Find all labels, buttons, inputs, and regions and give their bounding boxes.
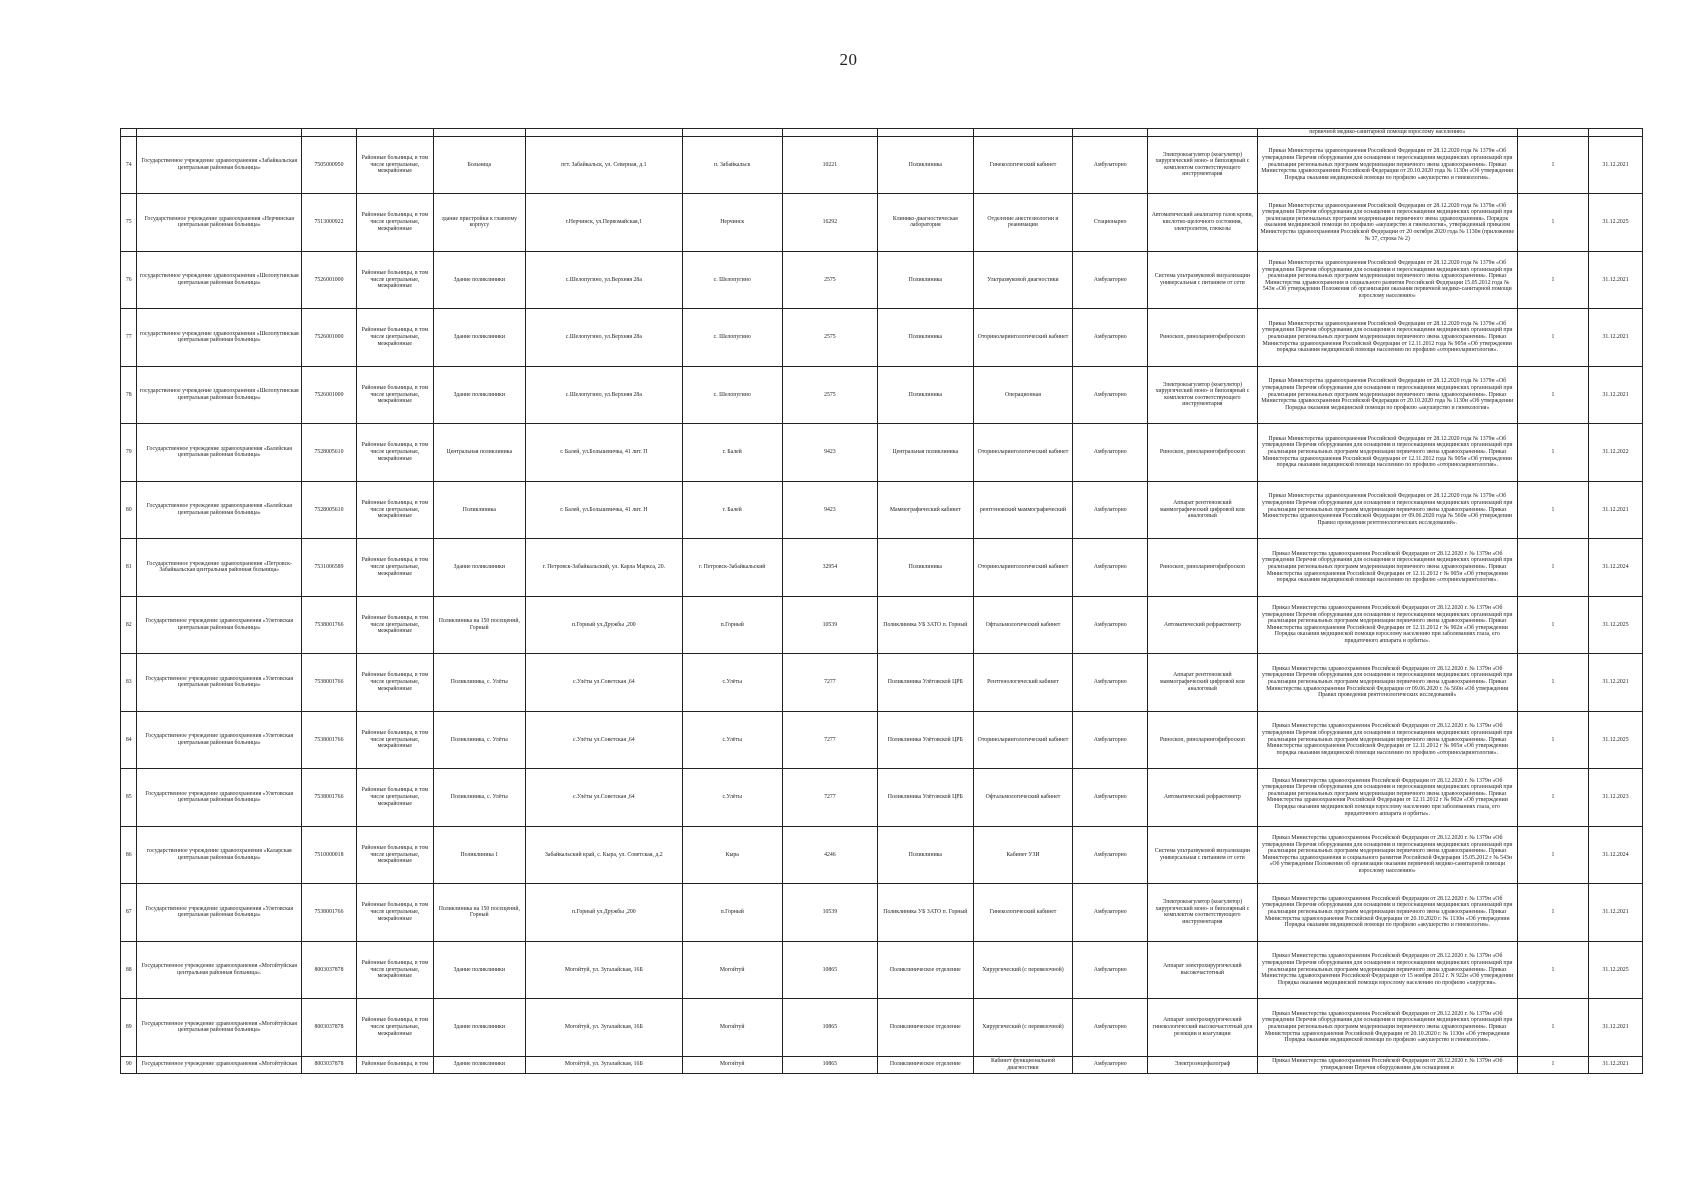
organization-name: Государственное учреждение здравоохранения «Улетовская центральная районная больница» [137, 884, 302, 942]
cabinet: Кабинет функциональной диагностики [973, 1056, 1073, 1073]
quantity: 1 [1517, 711, 1588, 769]
address: г. Балей, ул.Большевичка, 41 лит. П [525, 424, 682, 482]
care-form: Амбулаторно [1073, 596, 1148, 654]
organization-name: государственное учреждение здравоохранения «Шелопугинская центральная районная больница» [137, 251, 302, 309]
table-row [121, 366, 1643, 424]
equipment-name: Электрокоагулятор (коагулятор) хирургический моно- и биполярный с комплектом соответствующего инструментария [1148, 366, 1258, 424]
population: 16292 [782, 194, 877, 252]
building-name: Поликлиника, с. Улёты [433, 654, 525, 712]
address: с.Шелопугино, ул.Верхняя 28а [525, 251, 682, 309]
deadline-date: 31.12.2025 [1589, 941, 1643, 999]
locality: г. Петровск-Забайкальский [682, 539, 782, 597]
row-number: 89 [121, 999, 137, 1057]
table-row [121, 136, 1643, 194]
cabinet: Хирургический (с перевязочной) [973, 941, 1073, 999]
department: Поликлиника УБ ЗАТО п. Горный [878, 884, 973, 942]
organization-name: Государственное учреждение здравоохранения «Улетовская центральная районная больница» [137, 769, 302, 827]
quantity: 1 [1517, 424, 1588, 482]
organization-name: Государственное учреждение здравоохранения «Могойтуйская центральная районная больница» [137, 999, 302, 1057]
facility-type: Районные больницы, в том числе центральные, межрайонные [356, 826, 433, 884]
legal-basis: Приказ Министерства здравоохранения Российской Федерации от 28.12.2020 г. № 1379н «Об утверждении Перечня оборудования для оснащения и переоснащения медицинских организаций при реализации региональных программ модернизации первичного звена здравоохранения». Приказ Министерства здравоохранения Российской Федерации от 12.11.2012 г № 902н «Об утверждении Порядка оказания медицинской помощи взрослому населению при заболеваниях глаза, его придаточного аппарата и орбиты». [1257, 596, 1517, 654]
building-name: Больница [433, 136, 525, 194]
legal-basis: Приказ Министерства здравоохранения Российской Федерации от 28.12.2020 года № 1379н «Об утверждении Перечня оборудования для оснащения и переоснащения медицинских организаций при реализации региональных программ модернизации первичного звена здравоохранения». Приказ Министерства здравоохранения и социального развития Российской Федерации 15.05.2012 года № 543н «Об утверждении Положения об организации оказания первичной медико-санитарной помощи взрослому населению» [1257, 251, 1517, 309]
department: Поликлиника [878, 826, 973, 884]
quantity: 1 [1517, 1056, 1588, 1073]
address: г.Нерчинск, ул.Первомайская,1 [525, 194, 682, 252]
building-name: Центральная поликлиника [433, 424, 525, 482]
locality: с. Шелопугино [682, 251, 782, 309]
population: 10865 [782, 1056, 877, 1073]
row-number: 77 [121, 309, 137, 367]
population: 9423 [782, 424, 877, 482]
care-form: Амбулаторно [1073, 539, 1148, 597]
department: Поликлиническое отделение [878, 1056, 973, 1073]
organization-name: Государственное учреждение здравоохранения «Могойтуйская [137, 1056, 302, 1073]
department: Поликлиника Улётовской ЦРБ [878, 654, 973, 712]
locality: с. Шелопугино [682, 309, 782, 367]
building-name: Здание поликлиники [433, 1056, 525, 1073]
address: Забайкальский край, с. Кыра, ул. Советская, д.2 [525, 826, 682, 884]
table-row [121, 194, 1643, 252]
deadline-date: 31.12.2025 [1589, 596, 1643, 654]
table-row [121, 941, 1643, 999]
equipment-name: Риноскоп, риноларингофиброскоп [1148, 711, 1258, 769]
building-name: Здание поликлиники [433, 309, 525, 367]
equipment-name: Аппарат рентгеновский маммографический цифровой или аналоговый [1148, 654, 1258, 712]
equipment-name: Аппарат электрохирургический гинекологический высокочастотный для резекции и коагуляции [1148, 999, 1258, 1057]
table-body [121, 129, 1643, 1074]
cabinet: рентгеновский маммографический [973, 481, 1073, 539]
quantity: 1 [1517, 999, 1588, 1057]
building-name: Поликлиника, с. Улёты [433, 769, 525, 827]
facility-type: Районные больницы, в том числе центральные, межрайонные [356, 194, 433, 252]
inn-code: 7505000950 [302, 136, 357, 194]
inn-code: 7538001766 [302, 769, 357, 827]
row-number: 74 [121, 136, 137, 194]
address: п.Горный ул.Дружбы ,200 [525, 596, 682, 654]
deadline-date: 31.12.2021 [1589, 654, 1643, 712]
facility-type: Районные больницы, в том числе центральные, межрайонные [356, 999, 433, 1057]
quantity: 1 [1517, 884, 1588, 942]
facility-type: Районные больницы, в том числе центральные, межрайонные [356, 654, 433, 712]
inn-code: 7538001766 [302, 596, 357, 654]
table-row [121, 539, 1643, 597]
cabinet: Отделение анестезиологии и реанимации [973, 194, 1073, 252]
cabinet: Офтальмологический кабинет [973, 596, 1073, 654]
row-number: 85 [121, 769, 137, 827]
table-row [121, 711, 1643, 769]
cabinet: Кабинет УЗИ [973, 826, 1073, 884]
equipment-name: Риноскоп, риноларингофиброскоп [1148, 309, 1258, 367]
legal-basis: Приказ Министерства здравоохранения Российской Федерации от 28.12.2020 г. № 1379н «Об утверждении Перечня оборудования для оснащения и переоснащения медицинских организаций при реализации региональных программ модернизации первичного звена здравоохранения». Приказ Министерства здравоохранения и социального развития Российской Федерации 15.05.2012 г № 543н «Об утверждении Положения об организации оказания первичной медико-санитарной помощи взрослому населению» [1257, 826, 1517, 884]
deadline-date: 31.12.2021 [1589, 999, 1643, 1057]
address: с.Улёты ул.Советская ,64 [525, 711, 682, 769]
organization-name: Государственное учреждение здравоохранения «Могойтуйская центральная районная больница». [137, 941, 302, 999]
legal-basis: Приказ Министерства здравоохранения Российской Федерации от 28.12.2020 г. № 1379н «Об утверждении Перечня оборудования для оснащения и переоснащения медицинских организаций при реализации региональных программ модернизации первичного звена здравоохранения». Приказ Министерства здравоохранения Российской Федерации от 12.11.2012 г № 905н «Об утверждении порядка оказания медицинской помощи населению по профилю «оториноларингология». [1257, 539, 1517, 597]
inn-code: 7528005610 [302, 424, 357, 482]
population: 9423 [782, 481, 877, 539]
building-name: Здание поликлиники [433, 941, 525, 999]
cabinet: Оториноларингологический кабинет [973, 539, 1073, 597]
facility-type: Районные больницы, в том числе центральные, межрайонные [356, 884, 433, 942]
equipment-table [120, 128, 1643, 1074]
inn-code: 7526001000 [302, 366, 357, 424]
quantity: 1 [1517, 654, 1588, 712]
population: 2575 [782, 251, 877, 309]
inn-code: 8003037878 [302, 999, 357, 1057]
legal-basis: Приказ Министерства здравоохранения Российской Федерации от 28.12.2020 года № 1379н «Об утверждении Перечня оборудования для оснащения и переоснащения медицинских организаций при реализации региональных программ модернизации первичного звена здравоохранения». Приказ Министерства здравоохранения Российской Федерации от 12.11.2012 года № 905н «Об утверждении порядка оказания медицинской помощи населению по профилю «оториноларингология». [1257, 309, 1517, 367]
care-form: Амбулаторно [1073, 309, 1148, 367]
address: Могойтуй, ул. Зугалайская, 16Б [525, 1056, 682, 1073]
inn-code: 7513000922 [302, 194, 357, 252]
department: Поликлиника Улётовской ЦРБ [878, 769, 973, 827]
legal-basis: Приказ Министерства здравоохранения Российской Федерации от 28.12.2020 г. № 1379н «Об утверждении Перечня оборудования для оснащения и [1257, 1056, 1517, 1073]
table-row [121, 654, 1643, 712]
address: с.Шелопугино, ул.Верхняя 28а [525, 366, 682, 424]
row-number: 81 [121, 539, 137, 597]
care-form: Амбулаторно [1073, 769, 1148, 827]
facility-type: Районные больницы, в том числе центральные, межрайонные [356, 136, 433, 194]
population: 10221 [782, 136, 877, 194]
quantity: 1 [1517, 251, 1588, 309]
building-name: здание пристройки к главному корпусу [433, 194, 525, 252]
organization-name: государственное учреждение здравоохранения «Шелопугинская центральная районная больница» [137, 309, 302, 367]
population: 10865 [782, 941, 877, 999]
continuation-row [121, 129, 1643, 137]
facility-type: Районные больницы, в том [356, 1056, 433, 1073]
row-number: 87 [121, 884, 137, 942]
population: 10539 [782, 596, 877, 654]
organization-name: Государственное учреждение здравоохранения «Балейская центральная районная больница» [137, 481, 302, 539]
row-number: 82 [121, 596, 137, 654]
address: г. Балей, ул.Большевичка, 41 лит. Н [525, 481, 682, 539]
table-row [121, 1056, 1643, 1073]
cabinet: Операционная [973, 366, 1073, 424]
facility-type: Районные больницы, в том числе центральные, межрайонные [356, 941, 433, 999]
quantity: 1 [1517, 769, 1588, 827]
row-number: 88 [121, 941, 137, 999]
table-row [121, 826, 1643, 884]
department: Поликлиника [878, 251, 973, 309]
organization-name: Государственное учреждение здравоохранения «Петровск-Забайкальская центральная районная больница» [137, 539, 302, 597]
row-number: 75 [121, 194, 137, 252]
department: Поликлиника [878, 539, 973, 597]
deadline-date: 31.12.2025 [1589, 711, 1643, 769]
department: Поликлиника УБ ЗАТО п. Горный [878, 596, 973, 654]
deadline-date: 31.12.2023 [1589, 769, 1643, 827]
quantity: 1 [1517, 136, 1588, 194]
equipment-name: Автоматический рефрактометр [1148, 769, 1258, 827]
table-row [121, 769, 1643, 827]
inn-code: 8003037878 [302, 1056, 357, 1073]
cabinet: Ультразвуковой диагностики [973, 251, 1073, 309]
legal-basis: Приказ Министерства здравоохранения Российской Федерации от 28.12.2020 года № 1379н «Об утверждении Перечня оборудования для оснащения и переоснащения медицинских организаций при реализации региональных программ модернизации первичного звена здравоохранения». Порядок оказания медицинской помощи по профилю «акушерство и гинекология», утвержденный приказом Министерства здравоохранения Российской Федерации от 20 октября 2020 года № 1130н (приложение № 37, строка № 2) [1257, 194, 1517, 252]
facility-type: Районные больницы, в том числе центральные, межрайонные [356, 424, 433, 482]
department: Поликлиническое отделение [878, 999, 973, 1057]
department: Поликлиника Улётовской ЦРБ [878, 711, 973, 769]
facility-type: Районные больницы, в том числе центральные, межрайонные [356, 309, 433, 367]
department: Поликлиническое отделение [878, 941, 973, 999]
cabinet: Оториноларингологический кабинет [973, 309, 1073, 367]
row-number: 84 [121, 711, 137, 769]
table-row [121, 309, 1643, 367]
address: Могойтуй, ул. Зугалайская, 16Б [525, 999, 682, 1057]
locality: п.Горный [682, 596, 782, 654]
quantity: 1 [1517, 941, 1588, 999]
legal-basis: Приказ Министерства здравоохранения Российской Федерации от 28.12.2020 г. № 1379н «Об утверждении Перечня оборудования для оснащения и переоснащения медицинских организаций при реализации региональных программ модернизации первичного звена здравоохранения». Приказ Министерства здравоохранения Российской Федерации от 20.10.2020 г. № 1130н «Об утверждении Порядка оказания медицинской помощи по профилю «акушерство и гинекология». [1257, 999, 1517, 1057]
organization-name: Государственное учреждение здравоохранения «Забайкальская центральная районная больница» [137, 136, 302, 194]
population: 32954 [782, 539, 877, 597]
cabinet: Гинекологический кабинет [973, 136, 1073, 194]
legal-basis: Приказ Министерства здравоохранения Российской Федерации от 28.12.2020 г. № 1379н «Об утверждении Перечня оборудования для оснащения и переоснащения медицинских организаций при реализации региональных программ модернизации первичного звена здравоохранения». Приказ Министерства здравоохранения Российской Федерации от 20.10.2020 г. № 1130н «Об утверждении Порядка оказания медицинской помощи по профилю «акушерство и гинекология». [1257, 884, 1517, 942]
equipment-name: Система ультразвуковой визуализации универсальная с питанием от сети [1148, 826, 1258, 884]
facility-type: Районные больницы, в том числе центральные, межрайонные [356, 251, 433, 309]
inn-code: 7531006589 [302, 539, 357, 597]
inn-code: 7538001766 [302, 654, 357, 712]
row-number: 90 [121, 1056, 137, 1073]
equipment-name: Аппарат электрохирургический высокочастотный [1148, 941, 1258, 999]
equipment-name: Электроэнцефалограф [1148, 1056, 1258, 1073]
legal-basis: Приказ Министерства здравоохранения Российской Федерации от 28.12.2020 г. № 1379н «Об утверждении Перечня оборудования для оснащения и переоснащения медицинских организаций при реализации региональных программ модернизации первичного звена здравоохранения». Приказ Министерства здравоохранения Российской Федерации от 12.11.2012 г № 902н «Об утверждении Порядка оказания медицинской помощи взрослому населению при заболеваниях глаза, его придаточного аппарата и орбиты». [1257, 769, 1517, 827]
department: Клинико-диагностическая лаборатория [878, 194, 973, 252]
care-form: Стационарно [1073, 194, 1148, 252]
building-name: Поликлиника [433, 481, 525, 539]
address: с.Улёты ул.Советская ,64 [525, 769, 682, 827]
organization-name: государственное учреждение здравоохранения «Шелопугинская центральная районная больница» [137, 366, 302, 424]
building-name: Поликлиника 1 [433, 826, 525, 884]
care-form: Амбулаторно [1073, 711, 1148, 769]
deadline-date: 31.12.2021 [1589, 884, 1643, 942]
equipment-name: Риноскоп, риноларингофиброскоп [1148, 424, 1258, 482]
legal-basis: Приказ Министерства здравоохранения Российской Федерации от 28.12.2020 г. № 1379н «Об утверждении Перечня оборудования для оснащения и переоснащения медицинских организаций при реализации региональных программ модернизации первичного звена здравоохранения». Приказ Министерства здравоохранения Российской Федерации от 15 ноября 2012 г. N 922н «Об утверждении Порядка оказания медицинской помощи взрослому населению по профилю «хирургия». [1257, 941, 1517, 999]
row-number: 76 [121, 251, 137, 309]
care-form: Амбулаторно [1073, 941, 1148, 999]
legal-basis: Приказ Министерства здравоохранения Российской Федерации от 28.12.2020 года № 1379н «Об утверждении Перечня оборудования для оснащения и переоснащения медицинских организаций при реализации региональных программ модернизации первичного звена здравоохранения». Приказ Министерства здравоохранения Российской Федерации от 09.06.2020 года № 560н «Об утверждении Правил проведения рентгенологических исследований». [1257, 481, 1517, 539]
table-row [121, 999, 1643, 1057]
legal-basis: Приказ Министерства здравоохранения Российской Федерации от 28.12.2020 года № 1379н «Об утверждении Перечня оборудования для оснащения и переоснащения медицинских организаций при реализации региональных программ модернизации первичного звена здравоохранения». Приказ Министерства здравоохранения Российской Федерации от 12.11.2012 года № 905н «Об утверждении порядка оказания медицинской помощи населению по профилю «оториноларингология». [1257, 424, 1517, 482]
equipment-name: Аппарат рентгеновский маммографический цифровой или аналоговый [1148, 481, 1258, 539]
population: 10865 [782, 999, 877, 1057]
legal-basis: Приказ Министерства здравоохранения Российской Федерации от 28.12.2020 года № 1379н «Об утверждении Перечня оборудования для оснащения и переоснащения медицинских организаций при реализации региональных программ модернизации первичного звена здравоохранения». Приказ Министерства здравоохранения Российской Федерации от 20.10.2020 года № 1130н «Об утверждении Порядка оказания медицинской помощи по профилю «акушерство и гинекология» [1257, 366, 1517, 424]
department: Поликлиника [878, 136, 973, 194]
deadline-date: 31.12.2021 [1589, 1056, 1643, 1073]
facility-type: Районные больницы, в том числе центральные, межрайонные [356, 539, 433, 597]
locality: Могойтуй [682, 941, 782, 999]
building-name: Поликлиника, с. Улёты [433, 711, 525, 769]
row-number: 79 [121, 424, 137, 482]
deadline-date: 31.12.2021 [1589, 309, 1643, 367]
locality: Могойтуй [682, 999, 782, 1057]
building-name: Здание поликлиники [433, 999, 525, 1057]
organization-name: Государственное учреждение здравоохранения «Балейская центральная районная больница» [137, 424, 302, 482]
address: Могойтуй, ул. Зугалайская, 16Б [525, 941, 682, 999]
locality: п.Горный [682, 884, 782, 942]
care-form: Амбулаторно [1073, 654, 1148, 712]
table-row [121, 884, 1643, 942]
deadline-date: 31.12.2022 [1589, 424, 1643, 482]
population: 10539 [782, 884, 877, 942]
address: г. Петровск-Забайкальский, ул. Карла Маркса, 20. [525, 539, 682, 597]
facility-type: Районные больницы, в том числе центральные, межрайонные [356, 711, 433, 769]
row-number: 86 [121, 826, 137, 884]
facility-type: Районные больницы, в том числе центральные, межрайонные [356, 596, 433, 654]
department: Маммографический кабинет [878, 481, 973, 539]
deadline-date: 31.12.2025 [1589, 194, 1643, 252]
organization-name: Государственное учреждение здравоохранения «Нерчинская центральная районная больница» [137, 194, 302, 252]
deadline-date: 31.12.2024 [1589, 826, 1643, 884]
cabinet: Гинекологический кабинет [973, 884, 1073, 942]
locality: с.Улёты [682, 769, 782, 827]
row-number: 78 [121, 366, 137, 424]
deadline-date: 31.12.2024 [1589, 539, 1643, 597]
care-form: Амбулаторно [1073, 884, 1148, 942]
inn-code: 8003037878 [302, 941, 357, 999]
equipment-name: Система ультразвуковой визуализации универсальная с питанием от сети [1148, 251, 1258, 309]
table-row [121, 424, 1643, 482]
deadline-date: 31.12.2021 [1589, 251, 1643, 309]
department: Поликлиника [878, 309, 973, 367]
locality: Кыра [682, 826, 782, 884]
address: с.Улёты ул.Советская ,64 [525, 654, 682, 712]
locality: Нерчинск [682, 194, 782, 252]
facility-type: Районные больницы, в том числе центральные, межрайонные [356, 366, 433, 424]
organization-name: Государственное учреждение здравоохранения «Улетовская центральная районная больница» [137, 654, 302, 712]
inn-code: 7526001000 [302, 251, 357, 309]
inn-code: 7528005610 [302, 481, 357, 539]
quantity: 1 [1517, 481, 1588, 539]
facility-type: Районные больницы, в том числе центральные, межрайонные [356, 769, 433, 827]
care-form: Амбулаторно [1073, 424, 1148, 482]
address: с.Шелопугино, ул.Верхняя 28а [525, 309, 682, 367]
cabinet: Оториноларингологический кабинет [973, 711, 1073, 769]
inn-code: 7510000018 [302, 826, 357, 884]
care-form: Амбулаторно [1073, 1056, 1148, 1073]
department: Поликлиника [878, 366, 973, 424]
cabinet: Хирургический (с перевязочной) [973, 999, 1073, 1057]
equipment-name: Электрокоагулятор (коагулятор) хирургический моно- и биполярный с комплектом соответствующего инструментария [1148, 136, 1258, 194]
row-number: 83 [121, 654, 137, 712]
equipment-name: Электрокоагулятор (коагулятор) хирургический моно- и биполярный с комплектом соответствующего инструментария [1148, 884, 1258, 942]
address: п.Горный ул.Дружбы ,200 [525, 884, 682, 942]
equipment-name: Автоматический анализатор газов крови, кислотно-щелочного состояния, электролитов, глюкозы [1148, 194, 1258, 252]
deadline-date: 31.12.2021 [1589, 481, 1643, 539]
facility-type: Районные больницы, в том числе центральные, межрайонные [356, 481, 433, 539]
quantity: 1 [1517, 539, 1588, 597]
page-number: 20 [839, 50, 858, 69]
deadline-date: 31.12.2021 [1589, 366, 1643, 424]
locality: г. Балей [682, 424, 782, 482]
quantity: 1 [1517, 826, 1588, 884]
care-form: Амбулаторно [1073, 366, 1148, 424]
quantity: 1 [1517, 366, 1588, 424]
quantity: 1 [1517, 194, 1588, 252]
cabinet: Оториноларингологический кабинет [973, 424, 1073, 482]
organization-name: государственное учреждение здравоохранения «Каларская центральная районная больница» [137, 826, 302, 884]
building-name: Поликлиника на 150 посещений, Горный [433, 596, 525, 654]
care-form: Амбулаторно [1073, 999, 1148, 1057]
legal-basis: Приказ Министерства здравоохранения Российской Федерации от 28.12.2020 г. № 1379н «Об утверждении Перечня оборудования для оснащения и переоснащения медицинских организаций при реализации региональных программ модернизации первичного звена здравоохранения». Приказ Министерства здравоохранения Российской Федерации от 12.11.2012 г № 905н «Об утверждении порядка оказания медицинской помощи населению по профилю «оториноларингология». [1257, 711, 1517, 769]
locality: Могойтуй [682, 1056, 782, 1073]
population: 7277 [782, 769, 877, 827]
population: 7277 [782, 654, 877, 712]
building-name: Здание поликлиники [433, 251, 525, 309]
table-row [121, 251, 1643, 309]
locality: п. Забайкальск [682, 136, 782, 194]
quantity: 1 [1517, 596, 1588, 654]
building-name: Здание поликлиники [433, 539, 525, 597]
table-row [121, 596, 1643, 654]
address: пгт. Забайкальск, ул. Северная, д.1 [525, 136, 682, 194]
equipment-name: Риноскоп, риноларингофиброскоп [1148, 539, 1258, 597]
locality: г. Балей [682, 481, 782, 539]
building-name: Здание поликлиники [433, 366, 525, 424]
population: 7277 [782, 711, 877, 769]
care-form: Амбулаторно [1073, 481, 1148, 539]
locality: с. Шелопугино [682, 366, 782, 424]
inn-code: 7538001766 [302, 711, 357, 769]
equipment-name: Автоматический рефрактометр [1148, 596, 1258, 654]
population: 2575 [782, 309, 877, 367]
continuation-text: первичной медико-санитарной помощи взрослому населению» [1257, 129, 1517, 137]
care-form: Амбулаторно [1073, 826, 1148, 884]
department: Центральная поликлиника [878, 424, 973, 482]
care-form: Амбулаторно [1073, 136, 1148, 194]
locality: с.Улёты [682, 711, 782, 769]
inn-code: 7538001766 [302, 884, 357, 942]
inn-code: 7526001000 [302, 309, 357, 367]
population: 4246 [782, 826, 877, 884]
row-number: 80 [121, 481, 137, 539]
care-form: Амбулаторно [1073, 251, 1148, 309]
quantity: 1 [1517, 309, 1588, 367]
legal-basis: Приказ Министерства здравоохранения Российской Федерации от 28.12.2020 г. № 1379н «Об утверждении Перечня оборудования для оснащения и переоснащения медицинских организаций при реализации региональных программ модернизации первичного звена здравоохранения». Приказ Министерства здравоохранения Российской Федерации от 09.06.2020 г. № 560н «Об утверждении Правил проведения рентгенологических исследований» [1257, 654, 1517, 712]
table-row [121, 481, 1643, 539]
legal-basis: Приказ Министерства здравоохранения Российской Федерации от 28.12.2020 года № 1379н «Об утверждении Перечня оборудования для оснащения и переоснащения медицинских организаций при реализации региональных программ модернизации первичного звена здравоохранения». Приказ Министерства здравоохранения Российской Федерации от 20.10.2020 года № 1130н «Об утверждении Порядка оказания медицинской помощи по профилю «акушерство и гинекология». [1257, 136, 1517, 194]
organization-name: Государственное учреждение здравоохранения «Улетовская центральная районная больница» [137, 596, 302, 654]
population: 2575 [782, 366, 877, 424]
organization-name: Государственное учреждение здравоохранения «Улетовская центральная районная больница» [137, 711, 302, 769]
cabinet: Офтальмологический кабинет [973, 769, 1073, 827]
deadline-date: 31.12.2021 [1589, 136, 1643, 194]
cabinet: Рентгенологический кабинет [973, 654, 1073, 712]
building-name: Поликлиника на 150 посещений, Горный [433, 884, 525, 942]
locality: с.Улёты [682, 654, 782, 712]
